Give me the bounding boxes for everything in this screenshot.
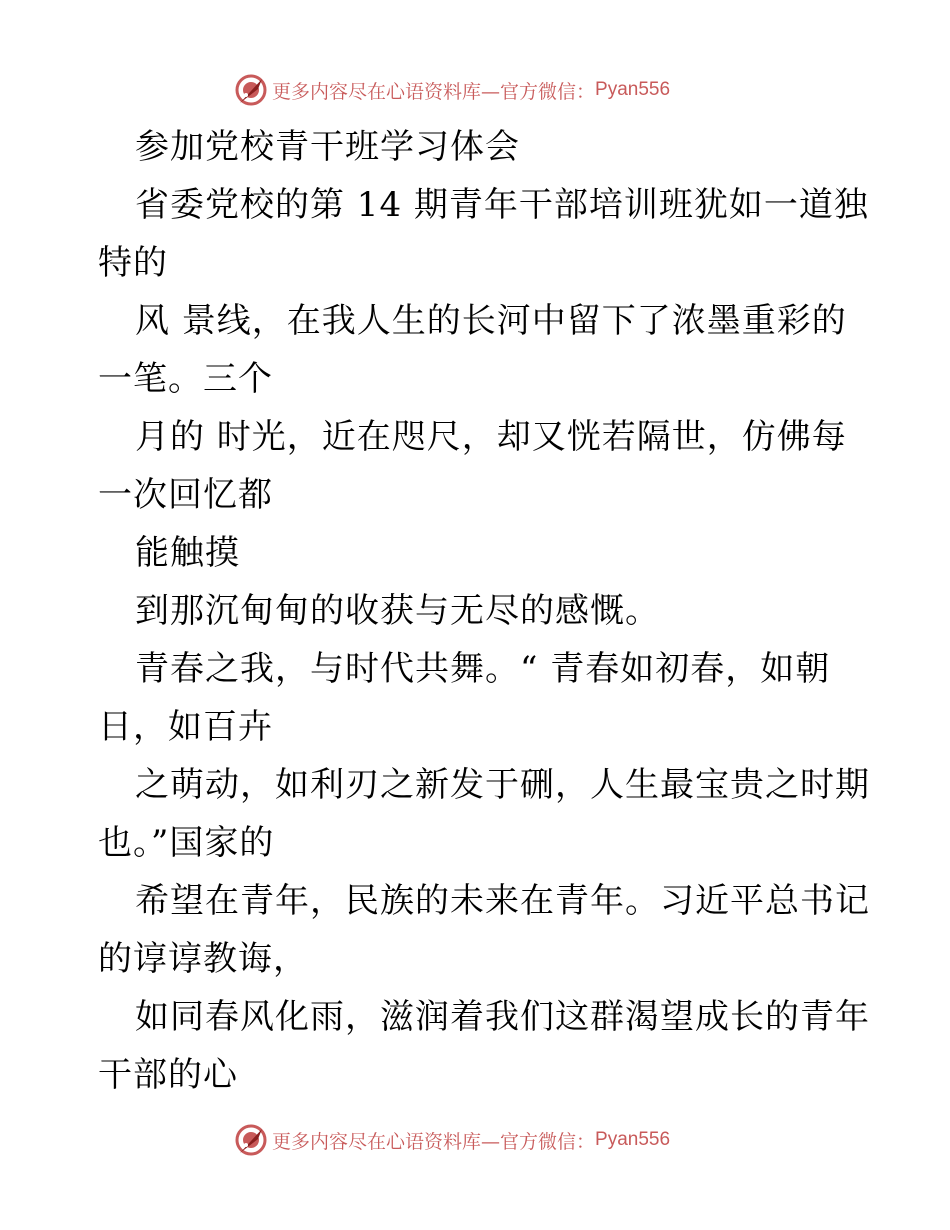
text-line: 日，如百卉 — [98, 707, 273, 747]
document-title: 参加党校青干班学习体会 — [135, 127, 520, 167]
text-line: 的谆谆教诲， — [98, 939, 308, 979]
text-line: 希望在青年，民族的未来在青年。习近平总书记 — [135, 881, 870, 921]
watermark-text: 更多内容尽在心语资料库—官方微信： — [272, 1130, 596, 1153]
text-line: 一次回忆都 — [98, 475, 273, 515]
quill-logo-icon — [234, 73, 268, 107]
quill-logo-icon — [234, 1123, 268, 1157]
watermark-handle: Pyan556 — [595, 1129, 671, 1150]
text-line: 也。”国家的 — [98, 823, 275, 863]
text-line: 到那沉甸甸的收获与无尽的感慨。 — [135, 591, 660, 631]
text-line: 青春之我，与时代共舞。“ 青春如初春，如朝 — [135, 649, 831, 689]
footer-watermark — [234, 1122, 670, 1158]
text-line: 之萌动，如利刃之新发于硎，人生最宝贵之时期 — [135, 765, 870, 805]
header-watermark — [234, 72, 670, 108]
text-line: 特的 — [98, 243, 168, 283]
text-line: 如同春风化雨，滋润着我们这群渴望成长的青年 — [135, 997, 870, 1037]
text-line: 省委党校的第 14 期青年干部培训班犹如一道独 — [135, 185, 869, 225]
text-line: 月的 时光，近在咫尺，却又恍若隔世，仿佛每 — [135, 417, 847, 457]
text-line: 风 景线，在我人生的长河中留下了浓墨重彩的 — [135, 301, 847, 341]
text-line: 一笔。三个 — [98, 359, 273, 399]
text-line: 干部的心 — [98, 1055, 238, 1095]
watermark-handle: Pyan556 — [595, 79, 671, 100]
text-line: 能触摸 — [135, 533, 240, 573]
watermark-text: 更多内容尽在心语资料库—官方微信： — [272, 80, 596, 103]
